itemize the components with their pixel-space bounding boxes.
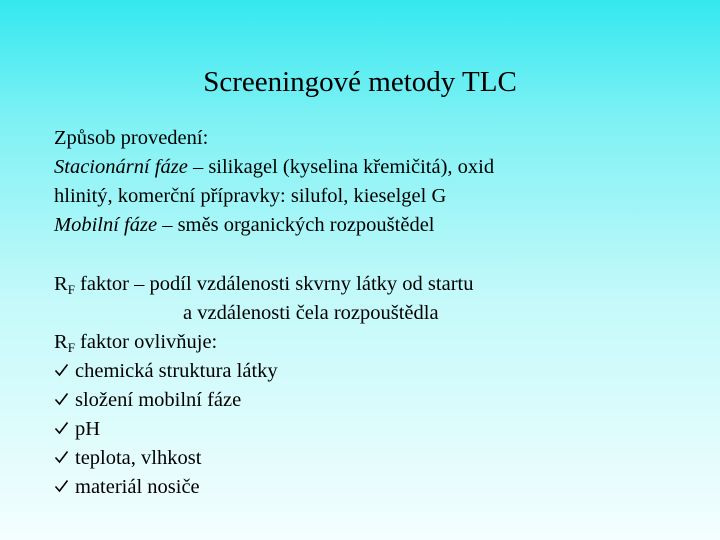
rf-influence-line	[54, 328, 694, 357]
check-icon	[54, 386, 75, 415]
factor-item	[54, 415, 694, 444]
factor-item	[54, 386, 694, 415]
paragraph-gap	[54, 240, 694, 270]
slide-title: Screeningové metody TLC	[203, 66, 517, 98]
stationary-phase-text: – silikagel (kyselina křemičitá), oxid	[187, 156, 495, 178]
rf-definition-line	[54, 270, 694, 299]
factor-text: pH	[75, 418, 101, 440]
factor-text: chemická struktura látky	[75, 360, 278, 382]
slide-body	[54, 124, 694, 502]
check-icon	[54, 415, 75, 444]
factor-list	[54, 357, 694, 502]
factor-item	[54, 473, 694, 502]
rf-subscript: F	[67, 282, 75, 297]
rf-definition-line-cont: a vzdálenosti čela rozpouštědla	[183, 302, 439, 324]
stationary-phase-label: Stacionární fáze	[54, 156, 188, 178]
factor-item	[54, 357, 694, 386]
factor-text: teplota, vlhkost	[75, 447, 202, 469]
rf-influence-text: faktor ovlivňuje:	[74, 331, 218, 353]
factor-text: složení mobilní fáze	[75, 389, 242, 411]
mobile-phase-text: – směs organických rozpouštědel	[157, 214, 435, 236]
intro-line: Způsob provedení:	[54, 127, 209, 149]
check-icon	[54, 357, 75, 386]
factor-text: materiál nosiče	[75, 476, 200, 498]
mobile-phase-line	[54, 211, 694, 240]
check-icon	[54, 473, 75, 502]
rf-symbol: R	[54, 331, 68, 353]
factor-item	[54, 444, 694, 473]
rf-definition-text: faktor – podíl vzdálenosti skvrny látky od startu	[74, 273, 474, 295]
stationary-phase-line-cont: hlinitý, komerční přípravky: silufol, kieselgel G	[54, 185, 447, 207]
rf-symbol: R	[54, 273, 68, 295]
rf-subscript: F	[67, 340, 75, 355]
stationary-phase-line	[54, 153, 694, 182]
mobile-phase-label: Mobilní fáze	[54, 214, 158, 236]
check-icon	[54, 444, 75, 473]
